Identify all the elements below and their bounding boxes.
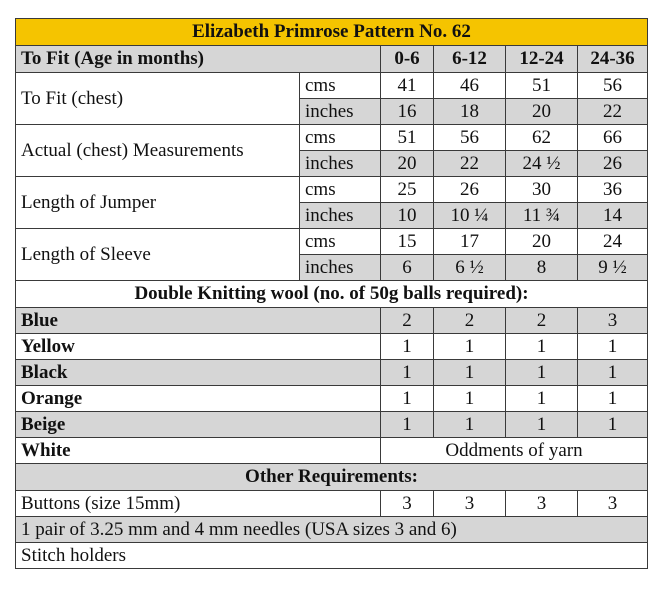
value-cell: 10 (381, 203, 434, 229)
value-cell: 24 (578, 229, 648, 255)
wool-count-cell: 1 (578, 360, 648, 386)
table-row (16, 308, 648, 334)
table-row (16, 386, 648, 412)
wool-count-cell: 1 (381, 412, 434, 438)
measurement-label: Actual (chest) Measurements (16, 125, 300, 177)
value-cell: 51 (381, 125, 434, 151)
value-cell: 16 (381, 99, 434, 125)
wool-count-cell: 1 (506, 360, 578, 386)
value-cell: 56 (434, 125, 506, 151)
value-cell: 26 (578, 151, 648, 177)
needles-requirement: 1 pair of 3.25 mm and 4 mm needles (USA sizes 3 and 6) (16, 517, 648, 543)
wool-count-cell: 1 (381, 334, 434, 360)
table-row (16, 464, 648, 491)
value-cell: 22 (578, 99, 648, 125)
value-cell: 14 (578, 203, 648, 229)
wool-count-cell: 1 (578, 386, 648, 412)
table-row (16, 229, 648, 255)
table-row (16, 412, 648, 438)
measurement-label: Length of Jumper (16, 177, 300, 229)
value-cell: 62 (506, 125, 578, 151)
value-cell: 8 (506, 255, 578, 281)
value-cell: 25 (381, 177, 434, 203)
wool-count-cell: 1 (578, 334, 648, 360)
measurement-label: To Fit (chest) (16, 73, 300, 125)
value-cell: 46 (434, 73, 506, 99)
wool-count-cell: 1 (506, 412, 578, 438)
value-cell: 36 (578, 177, 648, 203)
value-cell: 10 ¼ (434, 203, 506, 229)
value-cell: 9 ½ (578, 255, 648, 281)
value-cell: 6 ½ (434, 255, 506, 281)
size-header: 12-24 (506, 46, 578, 73)
value-cell: 51 (506, 73, 578, 99)
table-row (16, 517, 648, 543)
age-header-label: To Fit (Age in months) (16, 46, 381, 73)
value-cell: 66 (578, 125, 648, 151)
wool-count-cell: 1 (506, 334, 578, 360)
unit-cell: inches (300, 99, 381, 125)
table-row (16, 177, 648, 203)
table-row (16, 125, 648, 151)
wool-count-cell: 1 (381, 360, 434, 386)
value-cell: 24 ½ (506, 151, 578, 177)
value-cell: 17 (434, 229, 506, 255)
value-cell: 18 (434, 99, 506, 125)
unit-cell: cms (300, 125, 381, 151)
value-cell: 11 ¾ (506, 203, 578, 229)
buttons-count-cell: 3 (434, 491, 506, 517)
value-cell: 41 (381, 73, 434, 99)
unit-cell: cms (300, 229, 381, 255)
unit-cell: cms (300, 177, 381, 203)
value-cell: 20 (381, 151, 434, 177)
wool-count-cell: 1 (434, 334, 506, 360)
table-row (16, 360, 648, 386)
table-row (16, 73, 648, 99)
stitch-holders-requirement: Stitch holders (16, 543, 648, 569)
value-cell: 15 (381, 229, 434, 255)
value-cell: 56 (578, 73, 648, 99)
value-cell: 20 (506, 229, 578, 255)
wool-count-cell: 1 (506, 386, 578, 412)
table-row (16, 491, 648, 517)
wool-color-label: Yellow (16, 334, 381, 360)
unit-cell: inches (300, 255, 381, 281)
unit-cell: inches (300, 203, 381, 229)
wool-color-label: Orange (16, 386, 381, 412)
unit-cell: cms (300, 73, 381, 99)
wool-count-cell: 1 (434, 412, 506, 438)
value-cell: 30 (506, 177, 578, 203)
table-row (16, 281, 648, 308)
wool-count-cell: 2 (434, 308, 506, 334)
size-header: 0-6 (381, 46, 434, 73)
wool-color-label: Blue (16, 308, 381, 334)
wool-count-cell: 2 (506, 308, 578, 334)
wool-count-cell: 3 (578, 308, 648, 334)
wool-section-heading: Double Knitting wool (no. of 50g balls required): (16, 281, 648, 308)
buttons-count-cell: 3 (381, 491, 434, 517)
table-row (16, 438, 648, 464)
value-cell: 26 (434, 177, 506, 203)
unit-cell: inches (300, 151, 381, 177)
buttons-label: Buttons (size 15mm) (16, 491, 381, 517)
measurement-label: Length of Sleeve (16, 229, 300, 281)
wool-color-label: Black (16, 360, 381, 386)
wool-count-cell: 1 (578, 412, 648, 438)
pattern-title: Elizabeth Primrose Pattern No. 62 (16, 19, 648, 46)
wool-color-label: Beige (16, 412, 381, 438)
wool-count-cell: 2 (381, 308, 434, 334)
size-header: 6-12 (434, 46, 506, 73)
wool-color-label: White (16, 438, 381, 464)
white-note: Oddments of yarn (381, 438, 648, 464)
table-row (16, 334, 648, 360)
wool-count-cell: 1 (381, 386, 434, 412)
value-cell: 6 (381, 255, 434, 281)
buttons-count-cell: 3 (506, 491, 578, 517)
wool-count-cell: 1 (434, 386, 506, 412)
value-cell: 22 (434, 151, 506, 177)
buttons-count-cell: 3 (578, 491, 648, 517)
pattern-table (15, 18, 648, 569)
size-header: 24-36 (578, 46, 648, 73)
table-row (16, 543, 648, 569)
wool-count-cell: 1 (434, 360, 506, 386)
value-cell: 20 (506, 99, 578, 125)
other-section-heading: Other Requirements: (16, 464, 648, 491)
